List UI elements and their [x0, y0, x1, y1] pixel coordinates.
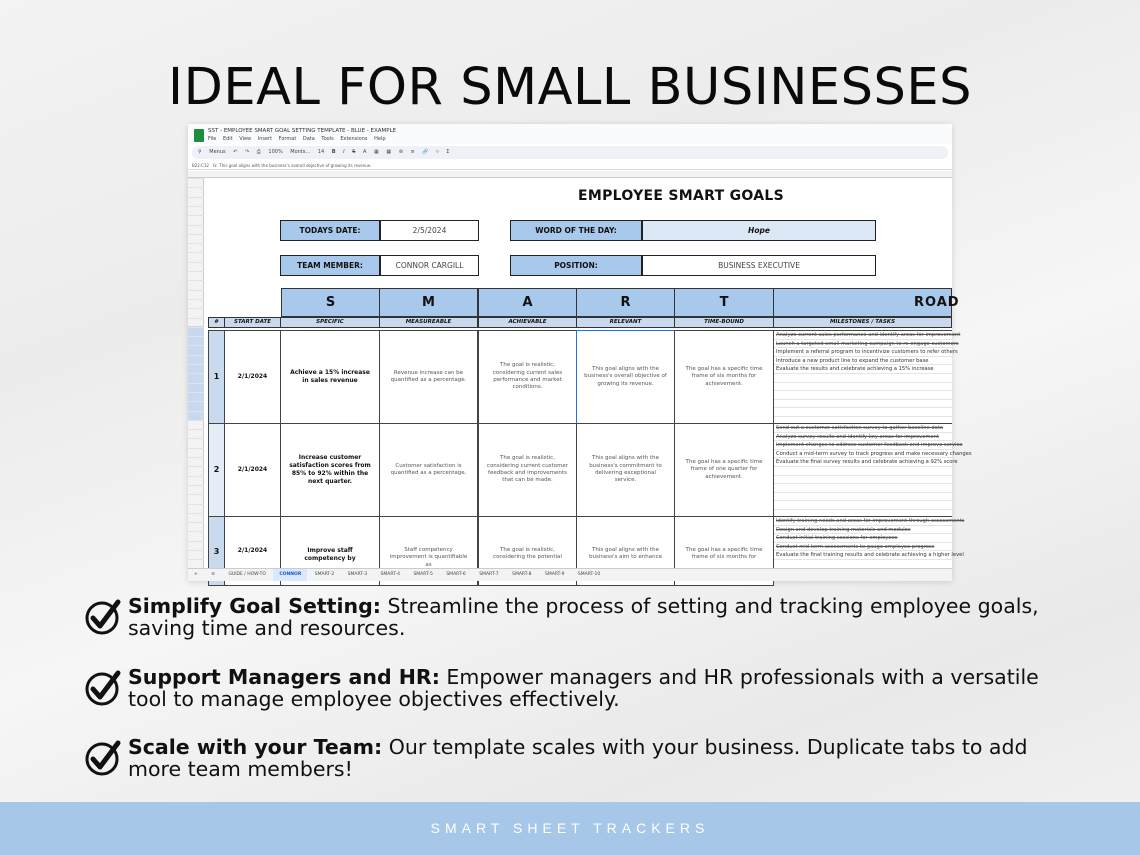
- feature-text: [128, 595, 1078, 639]
- row-header-line: [188, 494, 204, 495]
- goal-3-time-bound[interactable]: The goal has a specific time frame of six months for: [674, 516, 774, 586]
- italic-icon[interactable]: I: [343, 149, 345, 155]
- font-select[interactable]: Monts...: [290, 149, 311, 155]
- word-of-day-value[interactable]: Hope: [642, 220, 876, 241]
- document-title: SST - EMPLOYEE SMART GOAL SETTING TEMPLATE - BLUE - EXAMPLE: [208, 128, 397, 134]
- feature-title: Support Managers and HR:: [128, 665, 440, 689]
- row-header-line: [188, 299, 204, 300]
- formula-bar: [188, 161, 952, 170]
- row-header-line: [188, 513, 204, 514]
- column-headers: [188, 171, 952, 178]
- row-header-line: [188, 429, 204, 430]
- todays-date-value[interactable]: 2/5/2024: [380, 220, 479, 241]
- feature-support: [84, 666, 1084, 718]
- col-header-start-date: START DATE: [224, 317, 281, 328]
- goal-3-milestones: [773, 516, 965, 568]
- row-header-line: [188, 290, 204, 291]
- row-header-line: [188, 364, 204, 365]
- row-header-line: [188, 401, 204, 402]
- milestone-item[interactable]: Implement a referral program to incentivize customers to refer others: [776, 349, 958, 356]
- feature-simplify: [84, 595, 1084, 647]
- row-header-line: [188, 559, 204, 560]
- borders-icon[interactable]: ▦: [386, 149, 392, 155]
- tab-smart-10[interactable]: SMART-10: [577, 572, 601, 577]
- milestone-item[interactable]: Evaluate the final training results and celebrate achieving a higher level: [776, 552, 964, 559]
- letter-r-header: R: [576, 288, 675, 317]
- goal-2-specific[interactable]: Increase customer satisfaction scores from 85% to 92% within the next quarter.: [280, 423, 380, 517]
- feature-text: [128, 666, 1078, 710]
- check-circle-icon: [84, 669, 122, 707]
- milestone-item[interactable]: Conduct mid-term assessments to gauge employee progress: [774, 543, 952, 552]
- goal-1-milestones: [773, 330, 961, 424]
- milestone-item[interactable]: Implement changes to address customer feedback and improve service: [776, 442, 963, 449]
- formula-input[interactable]: This goal aligns with the business's overall objective of growing its revenue.: [219, 163, 372, 168]
- tab-smart-3[interactable]: SMART-3: [347, 572, 368, 577]
- row-header-line: [188, 318, 204, 319]
- goal-2-start-date[interactable]: 2/1/2024: [224, 423, 281, 517]
- row-header-line: [188, 485, 204, 486]
- check-circle-icon: [84, 598, 122, 636]
- row-header-line: [188, 448, 204, 449]
- milestone-item[interactable]: Evaluate the final survey results and celebrate achieving a 92% score: [776, 459, 958, 466]
- spreadsheet-screenshot: [188, 124, 972, 581]
- row-header-line: [188, 271, 204, 272]
- goal-3-achievable[interactable]: The goal is realistic, considering the potential: [478, 516, 577, 586]
- goal-1-start-date[interactable]: 2/1/2024: [224, 330, 281, 424]
- goal-2-measurable[interactable]: Customer satisfaction is quantified as a percentage.: [379, 423, 478, 517]
- feature-title: Scale with your Team:: [128, 735, 383, 759]
- tab-smart-7[interactable]: SMART-7: [479, 572, 499, 577]
- search-icon[interactable]: ⚲: [198, 149, 202, 155]
- feature-description: Empower managers and HR professionals with a versatile tool to manage employee objectives effectively.: [128, 665, 1039, 711]
- feature-description: Our template scales with your business. Duplicate tabs to add more team members!: [128, 735, 1028, 781]
- letter-a-header: A: [478, 288, 577, 317]
- milestone-item[interactable]: Launch a targeted email marketing campaign to re-engage customers: [776, 340, 959, 347]
- tab-smart-9[interactable]: SMART-9: [545, 572, 565, 577]
- row-header-line: [188, 206, 204, 207]
- row-header-line: [188, 252, 204, 253]
- col-header-number: #: [208, 317, 225, 328]
- row-header-line: [188, 243, 204, 244]
- goal-1-specific[interactable]: Achieve a 15% increase in sales revenue: [280, 330, 380, 424]
- goal-2-relevant[interactable]: This goal aligns with the business's commitment to delivering exceptional service.: [576, 423, 675, 517]
- letter-t-header: T: [674, 288, 774, 317]
- sheets-logo-icon: [194, 129, 204, 142]
- row-header-line: [188, 550, 204, 551]
- check-circle-icon: [84, 739, 122, 777]
- feature-description: Streamline the process of setting and tracking employee goals, saving time and resources.: [128, 594, 1039, 640]
- filter-icon[interactable]: ▿: [436, 149, 439, 155]
- menu-format[interactable]: Format: [278, 136, 297, 142]
- toolbar: [192, 146, 948, 159]
- functions-icon[interactable]: Σ: [446, 149, 450, 155]
- todays-date-label: TODAYS DATE:: [280, 220, 380, 241]
- fx-icon: fx: [212, 163, 217, 168]
- goal-1-achievable[interactable]: The goal is realistic, considering current sales performance and market conditions.: [478, 330, 577, 424]
- goal-1-relevant[interactable]: This goal aligns with the business's overall objective of growing its revenue.: [576, 330, 675, 424]
- col-header-specific: SPECIFIC: [280, 317, 380, 328]
- print-icon[interactable]: ⎙: [256, 149, 261, 155]
- row-header-line: [188, 225, 204, 226]
- letter-m-header: M: [379, 288, 478, 317]
- position-label: POSITION:: [510, 255, 642, 276]
- row-header-line: [188, 187, 204, 188]
- tab-connor[interactable]: CONNOR: [273, 569, 307, 581]
- menu-tools[interactable]: Tools: [321, 136, 334, 142]
- row-header-line: [188, 457, 204, 458]
- tab-guide[interactable]: GUIDE / HOW-TO: [228, 572, 266, 577]
- row-header-line: [188, 392, 204, 393]
- goal-3-relevant[interactable]: This goal aligns with the business's aim to enhance: [576, 516, 675, 586]
- col-header-achievable: ACHIEVABLE: [478, 317, 577, 328]
- goal-1-number: 1: [208, 330, 225, 424]
- goal-2-achievable[interactable]: The goal is realistic, considering current customer feedback and improvements that can be made.: [478, 423, 577, 517]
- col-header-measurable: MEASUREABLE: [379, 317, 478, 328]
- tab-smart-5[interactable]: SMART-5: [413, 572, 433, 577]
- menu-help[interactable]: Help: [374, 136, 386, 142]
- fill-color-icon[interactable]: ▦: [374, 149, 379, 155]
- col-header-time-bound: TIME-BOUND: [674, 317, 774, 328]
- team-member-value[interactable]: CONNOR CARGILL: [380, 255, 479, 276]
- link-icon[interactable]: 🔗: [422, 149, 429, 155]
- row-header-line: [188, 373, 204, 374]
- roadmap-header: ROAD: [773, 288, 952, 317]
- milestone-item[interactable]: Conduct initial training sessions for employees: [774, 534, 952, 543]
- name-box[interactable]: B22:C32: [192, 163, 210, 168]
- goal-3-start-date[interactable]: 2/1/2024: [224, 516, 281, 586]
- text-color-icon[interactable]: A: [363, 149, 367, 155]
- row-header-line: [188, 345, 204, 346]
- milestone-item[interactable]: Conduct a mid-term survey to track progress and make necessary changes: [776, 450, 972, 457]
- team-member-label: TEAM MEMBER:: [280, 255, 380, 276]
- milestone-item[interactable]: Analyze current sales performance and identify areas for improvement: [776, 332, 961, 338]
- headline: IDEAL FOR SMALL BUSINESSES: [168, 58, 972, 117]
- row-header-line: [188, 197, 204, 198]
- row-header-line: [188, 383, 204, 384]
- row-header-line: [188, 411, 204, 412]
- menus-button[interactable]: Menus: [209, 149, 226, 155]
- tab-smart-4[interactable]: SMART-4: [380, 572, 400, 577]
- goal-3-number: 3: [208, 516, 225, 586]
- menu-insert[interactable]: Insert: [257, 136, 273, 142]
- position-value[interactable]: BUSINESS EXECUTIVE: [642, 255, 876, 276]
- row-header-line: [188, 438, 204, 439]
- feature-title: Simplify Goal Setting:: [128, 594, 381, 618]
- goal-2-time-bound[interactable]: The goal has a specific time frame of one quarter for achievement.: [674, 423, 774, 517]
- goal-3-measurable[interactable]: Staff competency improvement is quantifiable as: [379, 516, 478, 586]
- row-header-line: [188, 504, 204, 505]
- row-header-line: [188, 522, 204, 523]
- goal-1-time-bound[interactable]: The goal has a specific time frame of six months for achievement.: [674, 330, 774, 424]
- row-header-line: [188, 466, 204, 467]
- menu-edit[interactable]: Edit: [222, 136, 233, 142]
- row-header-line: [188, 541, 204, 542]
- row-header-line: [188, 178, 204, 179]
- menu-data[interactable]: Data: [302, 136, 315, 142]
- undo-icon[interactable]: ↶: [233, 149, 238, 155]
- row-header-line: [188, 280, 204, 281]
- row-header-line: [188, 327, 204, 328]
- goal-2-number: 2: [208, 423, 225, 517]
- sheet-title: EMPLOYEE SMART GOALS: [578, 188, 784, 204]
- row-headers: [188, 178, 204, 568]
- milestone-item[interactable]: Introduce a new product line to expand the customer base: [774, 357, 952, 366]
- row-header-line: [188, 355, 204, 356]
- menu-file[interactable]: File: [208, 136, 217, 142]
- row-header-line: [188, 531, 204, 532]
- menu-bar: [208, 136, 391, 142]
- sheet-tab-bar: [188, 568, 952, 581]
- feature-scale: [84, 736, 1084, 788]
- brand-footer: SMART SHEET TRACKERS: [0, 802, 1140, 855]
- row-header-line: [188, 262, 204, 263]
- row-header-line: [188, 420, 204, 421]
- all-sheets-icon[interactable]: ≡: [211, 572, 215, 577]
- feature-text: [128, 736, 1078, 780]
- milestone-item[interactable]: Analyze survey results and identify key areas for improvement: [774, 433, 952, 442]
- milestone-item[interactable]: Design and develop training materials and modules: [774, 526, 952, 535]
- word-of-day-label: WORD OF THE DAY:: [510, 220, 642, 241]
- tab-smart-8[interactable]: SMART-8: [512, 572, 532, 577]
- col-header-relevant: RELEVANT: [576, 317, 675, 328]
- font-size-field[interactable]: 14: [317, 149, 325, 155]
- menu-view[interactable]: View: [239, 136, 252, 142]
- goal-1-measurable[interactable]: Revenue increase can be quantified as a percentage.: [379, 330, 478, 424]
- bold-icon[interactable]: B: [331, 149, 336, 155]
- row-header-line: [188, 308, 204, 309]
- add-sheet-icon[interactable]: +: [194, 572, 198, 577]
- milestone-item[interactable]: Identify training needs and areas for improvement through assessments: [776, 518, 965, 524]
- title-bar: [188, 124, 952, 144]
- row-header-line: [188, 234, 204, 235]
- goal-2-milestones: [773, 423, 972, 517]
- zoom-select[interactable]: 100%: [268, 149, 283, 155]
- row-header-line: [188, 215, 204, 216]
- letter-s-header: S: [281, 288, 380, 317]
- milestone-item[interactable]: Send out a customer satisfaction survey to gather baseline data: [774, 424, 952, 433]
- tab-smart-6[interactable]: SMART-6: [446, 572, 466, 577]
- row-header-line: [188, 336, 204, 337]
- tab-smart-2[interactable]: SMART-2: [314, 572, 335, 577]
- goal-3-specific[interactable]: Improve staff competency by: [280, 516, 380, 586]
- redo-icon[interactable]: ↷: [245, 149, 250, 155]
- row-header-line: [188, 476, 204, 477]
- milestone-item[interactable]: Evaluate the results and celebrate achieving a 15% increase: [774, 365, 952, 374]
- merge-icon[interactable]: ⊜: [398, 149, 403, 155]
- col-header-milestones: MILESTONES / TASKS: [773, 317, 952, 328]
- align-icon[interactable]: ≡: [410, 149, 415, 155]
- strikethrough-icon[interactable]: S: [352, 149, 356, 155]
- menu-extensions[interactable]: Extensions: [340, 136, 368, 142]
